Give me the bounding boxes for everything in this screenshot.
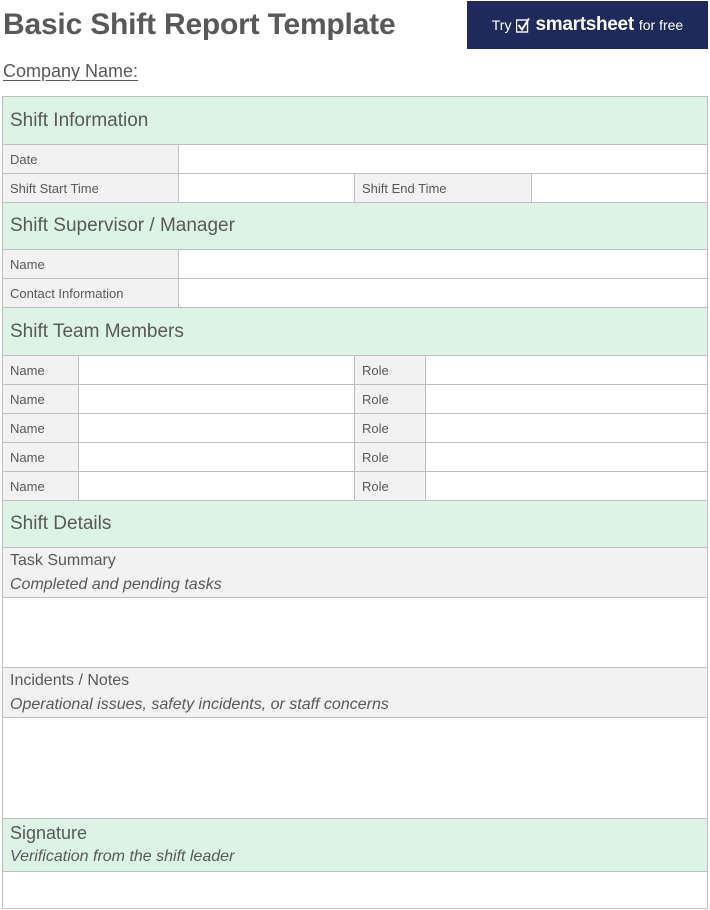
member-role-field[interactable] bbox=[426, 472, 707, 500]
date-field[interactable] bbox=[179, 145, 707, 173]
member-name-label: Name bbox=[3, 356, 79, 384]
team-member-row bbox=[3, 385, 707, 414]
team-member-row bbox=[3, 472, 707, 501]
section-title: Shift Supervisor / Manager bbox=[3, 203, 707, 249]
member-name-label: Name bbox=[3, 385, 79, 413]
incidents-field[interactable] bbox=[3, 718, 707, 818]
section-title: Shift Details bbox=[3, 501, 707, 547]
member-role-label: Role bbox=[355, 385, 426, 413]
section-header-shift-details bbox=[3, 501, 707, 548]
signature-field[interactable] bbox=[3, 872, 707, 908]
member-name-field[interactable] bbox=[79, 385, 355, 413]
supervisor-contact-field[interactable] bbox=[179, 279, 707, 307]
page-title: Basic Shift Report Template bbox=[3, 8, 396, 41]
task-summary-hint: Completed and pending tasks bbox=[10, 575, 222, 593]
signature-hint: Verification from the shift leader bbox=[10, 848, 235, 865]
member-name-field[interactable] bbox=[79, 443, 355, 471]
signature-header-row bbox=[3, 819, 707, 872]
incidents-header bbox=[3, 668, 707, 717]
member-role-label: Role bbox=[355, 472, 426, 500]
company-name-label: Company Name: bbox=[3, 61, 139, 81]
task-summary-row bbox=[3, 598, 707, 668]
team-member-row bbox=[3, 443, 707, 472]
member-role-field[interactable] bbox=[426, 414, 707, 442]
member-role-field[interactable] bbox=[426, 385, 707, 413]
banner-try-text: Try bbox=[491, 17, 512, 33]
member-name-field[interactable] bbox=[79, 414, 355, 442]
date-row bbox=[3, 145, 707, 174]
shift-time-row bbox=[3, 174, 707, 203]
shift-start-field[interactable] bbox=[179, 174, 355, 202]
member-name-field[interactable] bbox=[79, 472, 355, 500]
shift-start-label: Shift Start Time bbox=[3, 174, 179, 202]
team-member-row bbox=[3, 356, 707, 385]
member-name-field[interactable] bbox=[79, 356, 355, 384]
shift-end-field[interactable] bbox=[532, 174, 707, 202]
incidents-header-row bbox=[3, 668, 707, 718]
supervisor-name-label: Name bbox=[3, 250, 179, 278]
section-header-shift-information bbox=[3, 97, 707, 145]
member-name-label: Name bbox=[3, 472, 79, 500]
member-name-label: Name bbox=[3, 443, 79, 471]
member-role-label: Role bbox=[355, 414, 426, 442]
member-role-label: Role bbox=[355, 356, 426, 384]
member-role-label: Role bbox=[355, 443, 426, 471]
date-label: Date bbox=[3, 145, 179, 173]
signature-title: Signature bbox=[10, 823, 88, 843]
task-summary-field[interactable] bbox=[3, 598, 707, 667]
signature-row bbox=[3, 872, 707, 908]
signature-header bbox=[3, 819, 707, 871]
team-member-row bbox=[3, 414, 707, 443]
task-summary-header-row bbox=[3, 548, 707, 598]
supervisor-contact-row bbox=[3, 279, 707, 308]
banner-free-text: for free bbox=[638, 17, 684, 33]
section-header-team-members bbox=[3, 308, 707, 356]
smartsheet-banner[interactable] bbox=[467, 1, 708, 49]
supervisor-contact-label: Contact Information bbox=[3, 279, 179, 307]
supervisor-name-field[interactable] bbox=[179, 250, 707, 278]
member-name-label: Name bbox=[3, 414, 79, 442]
section-header-supervisor bbox=[3, 203, 707, 250]
shift-report-form bbox=[2, 96, 708, 909]
smartsheet-check-icon bbox=[516, 18, 530, 33]
shift-end-label: Shift End Time bbox=[355, 174, 532, 202]
incidents-title: Incidents / Notes bbox=[10, 671, 130, 689]
section-title: Shift Team Members bbox=[3, 308, 707, 355]
task-summary-title: Task Summary bbox=[10, 551, 116, 569]
incidents-hint: Operational issues, safety incidents, or staff concerns bbox=[10, 695, 389, 713]
member-role-field[interactable] bbox=[426, 356, 707, 384]
incidents-row bbox=[3, 718, 707, 819]
supervisor-name-row bbox=[3, 250, 707, 279]
member-role-field[interactable] bbox=[426, 443, 707, 471]
banner-brand: smartsheet bbox=[535, 14, 634, 35]
task-summary-header bbox=[3, 548, 707, 597]
section-title: Shift Information bbox=[3, 97, 707, 144]
